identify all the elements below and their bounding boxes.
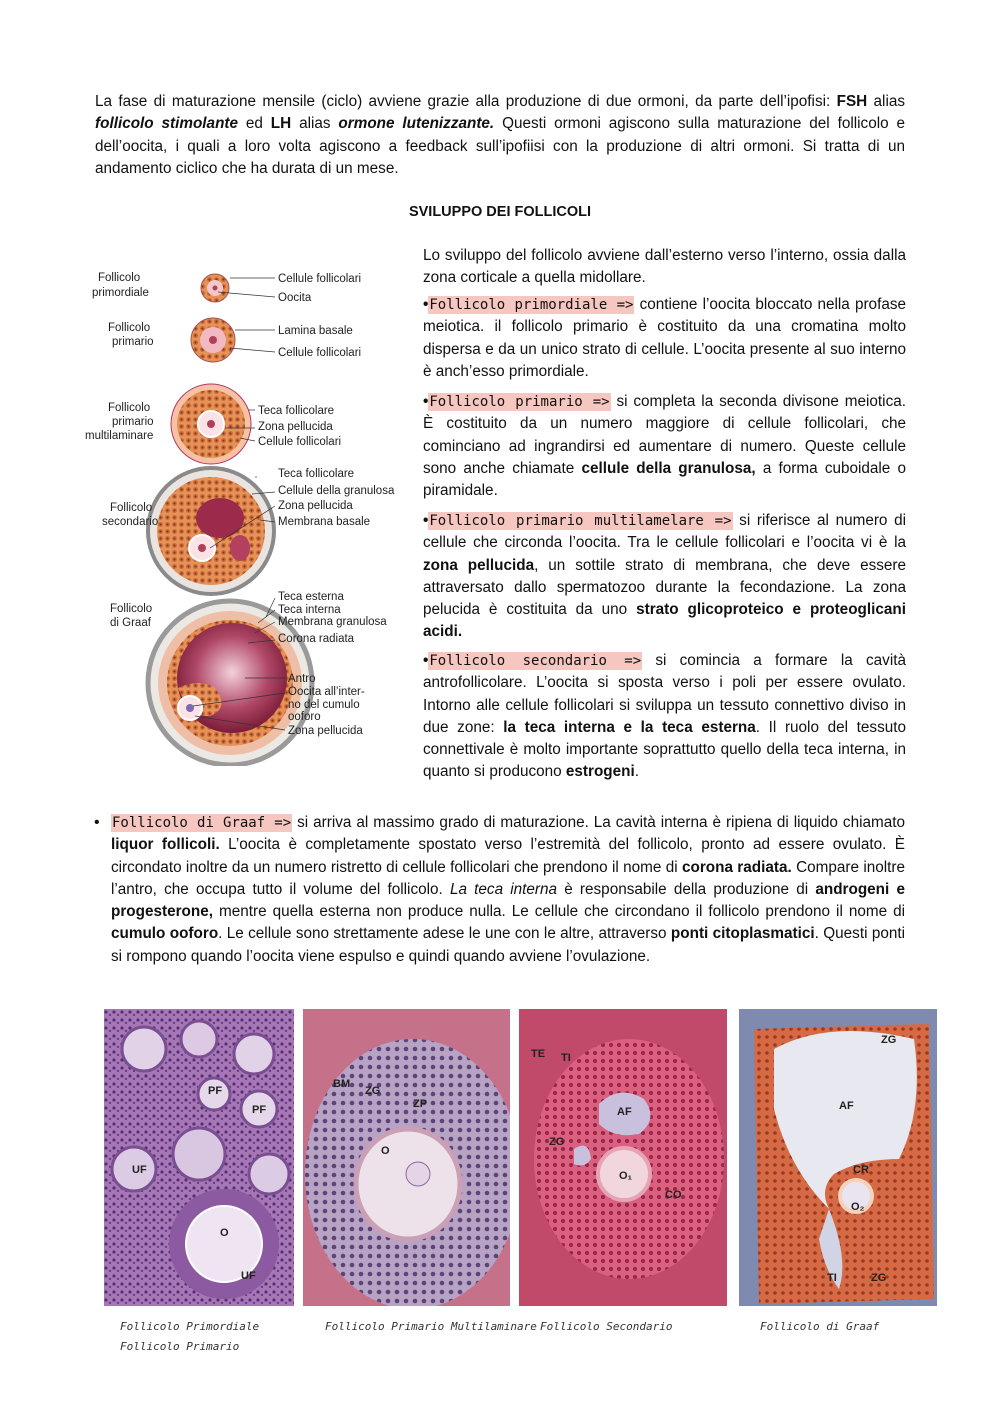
bullet-multilamelare: •Follicolo primario multilamelare => si riferisce al numero di cellule che circonda l’oocita. Tra le cellule follicolari e l’oocita vi è la zona pellucida, un sottile strato di membrana, che deve essere attraversato dallo spermatozoo durante la fecondazione. La zona pelucida è costituita da uno strato glicoproteico e proteoglicani acidi. [423, 512, 906, 641]
svg-text:Follicolo: Follicolo [110, 603, 153, 615]
highlight-secondario: Follicolo secondario => [429, 653, 642, 669]
svg-text:Oocita all’inter-: Oocita all’inter- [288, 686, 365, 698]
svg-text:primario: primario [112, 416, 154, 428]
micrograph-graaf [739, 1009, 937, 1306]
svg-text:AF: AF [617, 1106, 632, 1118]
svg-text:Lamina basale: Lamina basale [278, 325, 353, 337]
svg-text:Corona radiata: Corona radiata [278, 633, 355, 645]
svg-text:Teca follicolare: Teca follicolare [278, 468, 355, 480]
svg-text:Zona pellucida: Zona pellucida [258, 421, 333, 433]
micrograph-secondary [519, 1009, 727, 1306]
svg-text:Cellule della granulosa: Cellule della granulosa [278, 485, 395, 497]
svg-text:UF: UF [241, 1270, 256, 1282]
svg-text:AF: AF [839, 1100, 854, 1112]
svg-text:PF: PF [252, 1104, 267, 1116]
svg-text:O: O [220, 1227, 229, 1239]
bullet-secondario: •Follicolo secondario => si comincia a formare la cavità antrofollicolare. L’oocita si sposta verso i poli per essere ovulato. Intorno alle cellule follicolari si sviluppa un tessuto connettivo diviso in due zone: la teca interna e la teca esterna. Il ruolo del tessuto connettivale è molto importante soprattutto quello della teca interna, in quanto si producono estrogeni. [423, 652, 906, 781]
svg-text:ooforo: ooforo [288, 711, 321, 723]
caption-graaf: Follicolo di Graaf [760, 1320, 880, 1333]
section-heading: SVILUPPO DEI FOLLICOLI [408, 204, 592, 220]
intro-paragraph: La fase di maturazione mensile (ciclo) avviene grazie alla produzione di due ormoni, da parte dell’ipofisi: FSH alias follicolo stimolante ed LH alias ormone lutenizzante. Questi ormoni agiscono sulla maturazione del follicolo e dell’oocita, i quali a loro volta agiscono a feedback sull’ipofiisi con la produzione di altri ormoni. Si tratta di un andamento ciclico che ha durata di un mese. [95, 93, 905, 177]
svg-text:O: O [381, 1145, 390, 1157]
follicle-multilaminar [171, 384, 251, 464]
svg-text:Oocita: Oocita [278, 292, 312, 304]
svg-text:TE: TE [531, 1048, 546, 1060]
svg-text:ZG: ZG [881, 1034, 897, 1046]
svg-text:O₁: O₁ [619, 1170, 633, 1182]
svg-text:ZP: ZP [413, 1098, 428, 1110]
svg-text:Cellule follicolari: Cellule follicolari [258, 436, 342, 448]
svg-text:no del cumulo: no del cumulo [288, 699, 360, 711]
svg-text:Follicolo: Follicolo [108, 322, 151, 334]
bullet-primordiale: •Follicolo primordiale => contiene l’oocita bloccato nella profase meiotica. il follicolo primario è costituito da una cromatina molto dispersa e da un unico strato di cellule. L’oocita presente al suo interno è anch’esso primordiale. [423, 296, 906, 380]
svg-text:primario: primario [112, 336, 154, 348]
svg-text:secondario: secondario [102, 516, 159, 528]
svg-text:O₂: O₂ [851, 1201, 865, 1213]
svg-text:multilaminare: multilaminare [85, 430, 154, 442]
follicle-secondary [148, 468, 274, 594]
svg-text:ZG: ZG [365, 1085, 381, 1097]
svg-text:Cellule follicolari: Cellule follicolari [278, 347, 362, 359]
intro-development: Lo sviluppo del follicolo avviene dall’esterno verso l’interno, ossia dalla zona corticale a quella midollare. [423, 247, 906, 287]
svg-text:TI: TI [827, 1272, 837, 1284]
svg-text:ZG: ZG [549, 1136, 565, 1148]
svg-text:BM: BM [333, 1078, 351, 1090]
caption-multilaminare: Follicolo Primario Multilaminare [325, 1320, 537, 1333]
svg-text:TI: TI [561, 1052, 571, 1064]
follicle-primordial [201, 274, 229, 302]
caption-primordiale: Follicolo Primordiale [120, 1320, 260, 1333]
svg-text:Follicolo: Follicolo [110, 502, 153, 514]
bullet-graaf-marker: • [94, 814, 100, 831]
highlight-primario: Follicolo primario => [429, 394, 610, 410]
svg-text:Teca interna: Teca interna [278, 604, 341, 616]
highlight-multilamelare: Follicolo primario multilamelare => [429, 513, 732, 529]
svg-text:ZG: ZG [871, 1272, 887, 1284]
svg-text:Cellule follicolari: Cellule follicolari [278, 273, 362, 285]
follicle-development-diagram [80, 248, 405, 766]
caption-primario: Follicolo Primario [120, 1340, 240, 1353]
svg-text:Follicolo: Follicolo [108, 402, 151, 414]
svg-text:Membrana basale: Membrana basale [278, 516, 371, 528]
paragraph-graaf: Follicolo di Graaf => si arriva al massimo grado di maturazione. La cavità interna è ripiena di liquido chiamato liquor follicoli. L’oocita è completamente spostato verso l’estremità del follicolo, pronto ad essere ovulato. È circondato inoltre da un numero ristretto di cellule follicolari che prendono il nome di corona radiata. Compare inoltre l’antro, che occupa tutto il volume del follicolo. La teca interna è responsabile della produzione di androgeni e progesterone, mentre quella esterna non produce nulla. Le cellule che circondano il follicolo prendono il nome di cumulo ooforo. Le cellule sono strettamente adese le une con le altre, attraverso ponti citoplasmatici. Questi ponti si rompono quando l’oocita viene espulso e quindi quando avviene l’ovulazione. [111, 814, 905, 965]
highlight-graaf: Follicolo di Graaf => [112, 815, 292, 831]
bullet-primario: •Follicolo primario => si completa la seconda divisone meiotica. È costituito da un numero maggiore di cellule follicolari, che cominciano ad ingrandirsi ed aumentare di numero. Queste cellule sono anche chiamate cellule della granulosa, a forma cuboidale o piramidale. [423, 393, 907, 500]
svg-text:PF: PF [208, 1085, 223, 1097]
svg-text:Antro: Antro [288, 673, 316, 685]
svg-text:UF: UF [132, 1164, 147, 1176]
svg-text:Teca esterna: Teca esterna [278, 591, 344, 603]
follicle-primary [191, 318, 235, 362]
svg-text:Zona pellucida: Zona pellucida [288, 725, 363, 737]
micrograph-primary-multilaminar [303, 1009, 510, 1306]
svg-text:primordiale: primordiale [92, 287, 149, 299]
micrograph-primordial-primary [104, 1009, 294, 1306]
highlight-primordiale: Follicolo primordiale => [429, 297, 634, 313]
svg-text:Zona pellucida: Zona pellucida [278, 500, 353, 512]
svg-text:CO: CO [665, 1189, 682, 1201]
svg-text:Membrana granulosa: Membrana granulosa [278, 616, 387, 628]
caption-secondario: Follicolo Secondario [540, 1320, 673, 1333]
svg-text:CR: CR [853, 1164, 869, 1176]
svg-text:Follicolo: Follicolo [98, 272, 141, 284]
svg-text:di Graaf: di Graaf [110, 617, 151, 629]
svg-text:Teca follicolare: Teca follicolare [258, 405, 335, 417]
